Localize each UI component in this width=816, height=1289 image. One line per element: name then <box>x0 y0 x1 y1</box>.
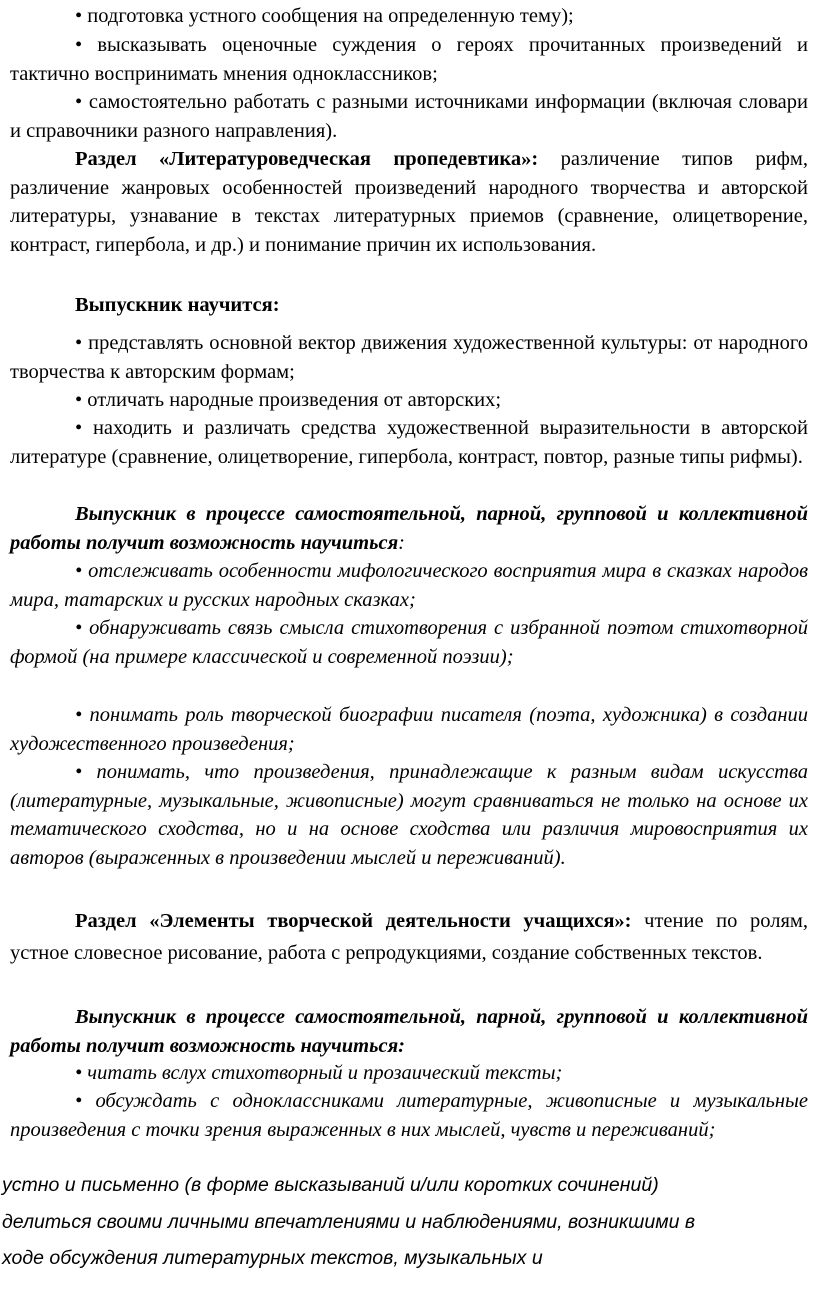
heading-graduate-opportunity-2: Выпускник в процессе самостоятельной, парной, групповой и коллективной работы получит возможность научиться: <box>10 1006 808 1057</box>
bullet-art-culture-vector: • представлять основной вектор движения художественной культуры: от народного творчества к авторским формам; <box>10 332 808 383</box>
heading-text: Выпускник в процессе самостоятельной, парной, групповой и коллективной работы получит возможность научиться <box>10 503 808 554</box>
heading-graduate-opportunity-1 <box>10 500 808 557</box>
bullet-work-with-sources: • самостоятельно работать с разными источниками информации (включая словари и справочники разного направления). <box>10 91 808 142</box>
bullet-arts-comparison: • понимать, что произведения, принадлежащие к разным видам искусства (литературные, музыкальные, живописные) могут сравниваться не только на основе их тематического сходства, но и на основе сходства или различия мировосприятия их авторов (выраженных в произведении мыслей и переживаний). <box>10 761 808 869</box>
line-oral-written: устно и письменно (в форме высказываний и/или коротких сочинений) <box>2 1174 659 1196</box>
heading-colon: : <box>398 531 405 554</box>
section-text: чтение по ролям, устное словесное рисование, работа с репродукциями, создание собственных текстов. <box>10 910 809 964</box>
line-share-impressions: делиться своими личными впечатлениями и наблюдениями, возникшими в <box>2 1211 696 1233</box>
bullet-oral-report: • подготовка устного сообщения на определенную тему); <box>75 5 574 27</box>
section-title: Раздел «Элементы творческой деятельности учащихся»: <box>75 910 645 932</box>
bullet-creative-biography: • понимать роль творческой биографии писателя (поэта, художника) в создании художественного произведения; <box>10 704 808 755</box>
bullet-evaluative-judgments: • высказывать оценочные суждения о героях прочитанных произведений и тактично воспринимать мнения одноклассников; <box>10 34 808 85</box>
section-title: Раздел «Литературоведческая пропедевтика»: <box>75 148 561 170</box>
bullet-read-aloud: • читать вслух стихотворный и прозаический тексты; <box>75 1062 563 1084</box>
bullet-mythological-perception: • отслеживать особенности мифологического восприятия мира в сказках народов мира, татарских и русских народных сказках; <box>10 560 808 611</box>
bullet-discuss-works: • обсуждать с одноклассниками литературные, живописные и музыкальные произведения с точки зрения выраженных в них мыслей, чувств и переживаний; <box>10 1090 808 1141</box>
line-discussion: ходе обсуждения литературных текстов, музыкальных и <box>2 1247 543 1269</box>
section-creative-activity <box>10 905 808 969</box>
bullet-expressive-means: • находить и различать средства художественной выразительности в авторской литературе (сравнение, олицетворение, гипербола, контраст, повтор, разные типы рифмы). <box>10 417 808 468</box>
section-literary-propaedeutics <box>10 145 808 259</box>
heading-graduate-will-learn: Выпускник научится: <box>75 294 280 316</box>
bullet-poem-form: • обнаруживать связь смысла стихотворения с избранной поэтом стихотворной формой (на примере классической и современной поэзии); <box>10 617 808 668</box>
bullet-distinguish-folk: • отличать народные произведения от авторских; <box>75 389 502 411</box>
section-text: различение типов рифм, различение жанровых особенностей произведений народного творчества и авторской литературы, узнавание в текстах литературных приемов (сравнение, олицетворение, контраст, гипербола, и др.) и понимание причин их использования. <box>10 148 808 256</box>
